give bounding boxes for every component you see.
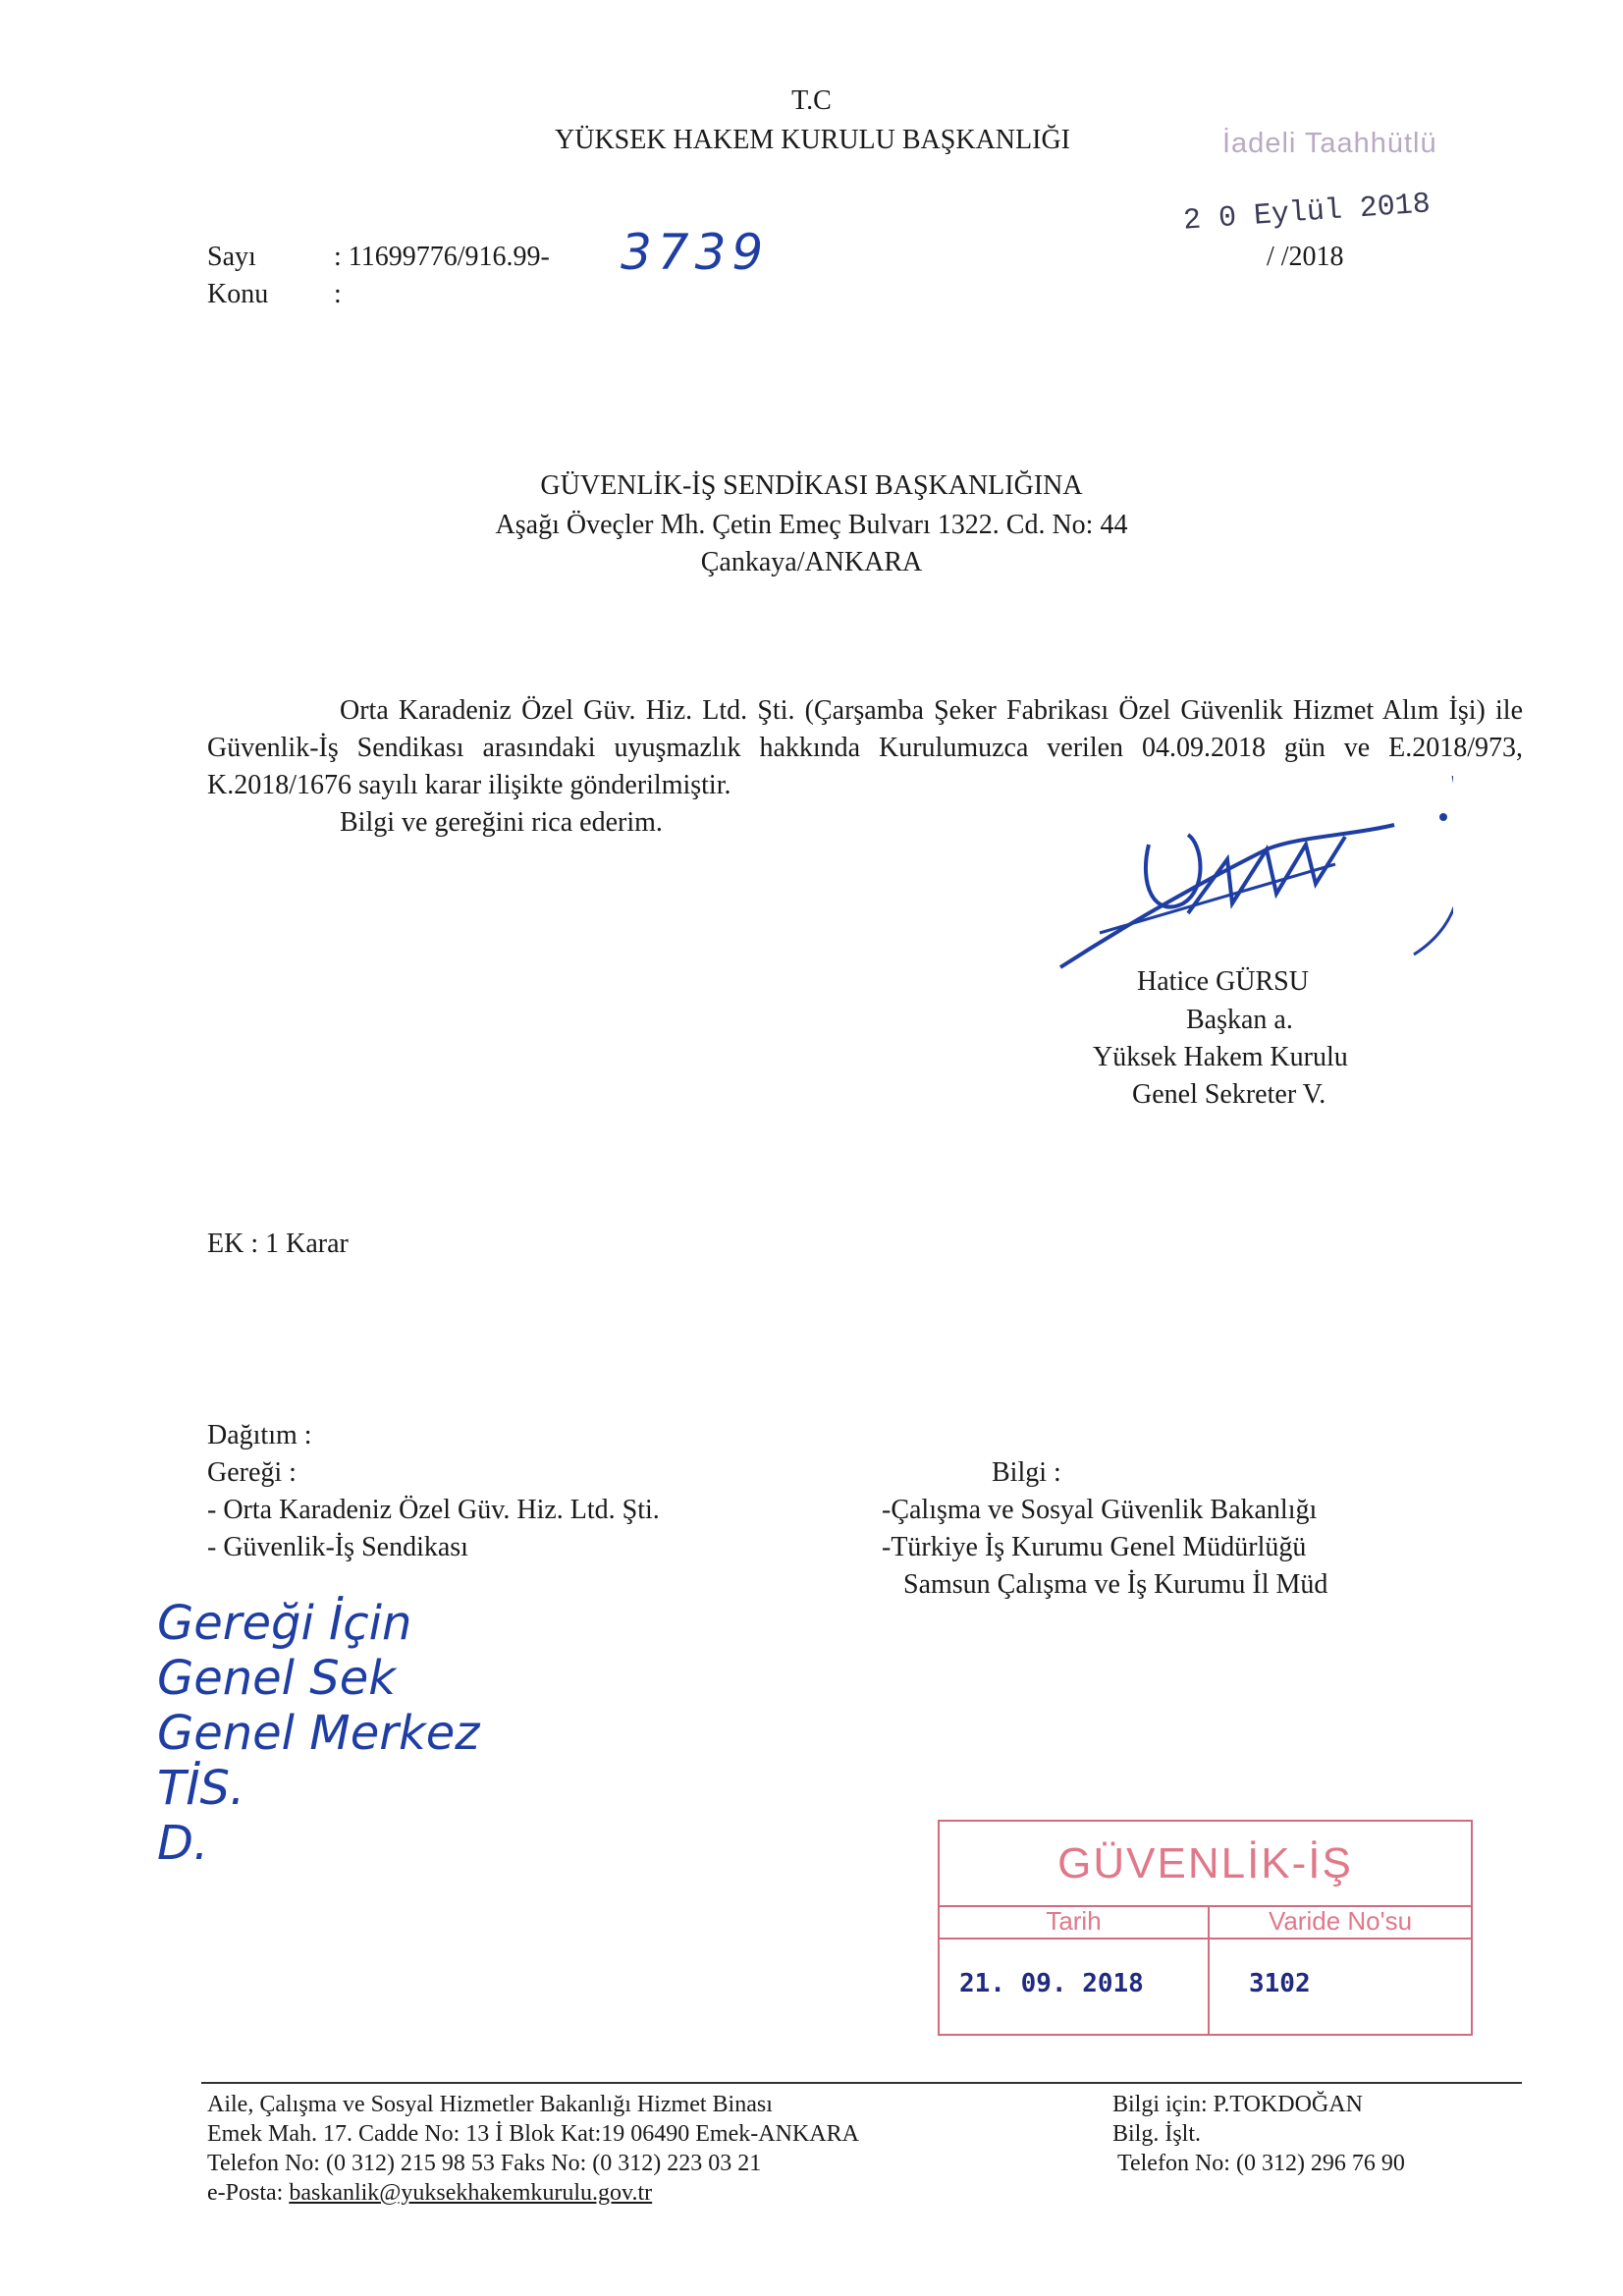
handwritten-note xyxy=(157,1596,479,1871)
handwritten-line: Genel Merkez xyxy=(157,1706,480,1761)
bilgi-item: Samsun Çalışma ve İş Kurumu İl Müd xyxy=(903,1569,1328,1600)
signatory-role: Başkan a. xyxy=(1186,1005,1293,1035)
signatory-org: Yüksek Hakem Kurulu xyxy=(1093,1042,1348,1072)
sayi-handwritten-number: 3739 xyxy=(621,224,770,281)
footer-address-1: Aile, Çalışma ve Sosyal Hizmetler Bakanlığı Hizmet Binası xyxy=(207,2092,773,2117)
konu-value: : xyxy=(334,279,342,309)
institution-title: YÜKSEK HAKEM KURULU BAŞKANLIĞI xyxy=(555,125,1070,155)
footer-info-phone: Telefon No: (0 312) 296 76 90 xyxy=(1117,2151,1405,2176)
stamp-date-value: 21. 09. 2018 xyxy=(959,1969,1144,1998)
bilgi-item: -Çalışma ve Sosyal Güvenlik Bakanlığı xyxy=(882,1495,1318,1525)
addressee-line-3: Çankaya/ANKARA xyxy=(700,547,923,577)
sayi-label: Sayı xyxy=(207,242,256,272)
stamp-number-value: 3102 xyxy=(1249,1969,1311,1998)
footer-email-label: e-Posta: xyxy=(207,2180,290,2206)
signatory-title: Genel Sekreter V. xyxy=(1132,1079,1326,1110)
body-paragraph-2: Bilgi ve gereğini rica ederim. xyxy=(340,807,663,838)
footer-email-line xyxy=(207,2178,652,2208)
stamp-date-header: Tarih xyxy=(940,1905,1210,1940)
stamp-title: GÜVENLİK-İŞ xyxy=(940,1822,1471,1907)
document-date: / /2018 xyxy=(1267,242,1344,272)
konu-label: Konu xyxy=(207,279,269,309)
geregi-item: - Güvenlik-İş Sendikası xyxy=(207,1532,468,1562)
footer-divider xyxy=(201,2082,1522,2084)
footer-info-role: Bilg. İşlt. xyxy=(1112,2121,1202,2147)
footer-phone: Telefon No: (0 312) 215 98 53 Faks No: (0 312) 223 03 21 xyxy=(207,2151,762,2176)
handwritten-line: Gereği İçin xyxy=(157,1596,412,1651)
geregi-item: - Orta Karadeniz Özel Güv. Hiz. Ltd. Şti. xyxy=(207,1495,660,1525)
footer-address-2: Emek Mah. 17. Cadde No: 13 İ Blok Kat:19 06490 Emek-ANKARA xyxy=(207,2121,859,2147)
stamp-number-header: Varide No'su xyxy=(1210,1905,1471,1940)
bilgi-item: -Türkiye İş Kurumu Genel Müdürlüğü xyxy=(882,1532,1307,1562)
footer-email-link[interactable]: baskanlik@yuksekhakemkurulu.gov.tr xyxy=(289,2180,653,2206)
handwritten-line: D. xyxy=(157,1816,209,1871)
signature-scribble xyxy=(1041,727,1453,972)
addressee-line-2: Aşağı Öveçler Mh. Çetin Emeç Bulvarı 1322. Cd. No: 44 xyxy=(495,510,1128,540)
handwritten-line: Genel Sek xyxy=(157,1651,397,1706)
geregi-label: Gereği : xyxy=(207,1457,297,1488)
handwritten-line: TİS. xyxy=(157,1761,245,1816)
signatory-name: Hatice GÜRSU xyxy=(1137,966,1309,997)
body-paragraph-1: Orta Karadeniz Özel Güv. Hiz. Ltd. Şti. (Çarşamba Şeker Fabrikası Özel Güvenlik Hizmet Alım İşi) ile Güvenlik-İş Sendikası arasındaki uyuşmazlık hakkında Kurulumuzca verilen 04.09.2018 gün ve E.2018/973, K.2018/1676 sayılı karar ilişikte gönderilmiştir. xyxy=(207,695,1523,800)
sayi-value: : 11699776/916.99- xyxy=(334,242,550,272)
header-tc: T.C xyxy=(791,85,832,116)
bilgi-label: Bilgi : xyxy=(992,1457,1061,1488)
distribution-label: Dağıtım : xyxy=(207,1420,312,1450)
iadeli-taahhutlu-stamp: İadeli Taahhütlü xyxy=(1222,128,1437,159)
footer-info-contact: Bilgi için: P.TOKDOĞAN xyxy=(1112,2092,1363,2117)
addressee-line-1: GÜVENLİK-İŞ SENDİKASI BAŞKANLIĞINA xyxy=(540,470,1083,501)
received-date-stamp: 2 0 Eylül 2018 xyxy=(1182,188,1432,239)
attachment-note: EK : 1 Karar xyxy=(207,1229,349,1259)
stamp-divider xyxy=(1208,1940,1210,2034)
receipt-stamp xyxy=(938,1820,1473,2036)
